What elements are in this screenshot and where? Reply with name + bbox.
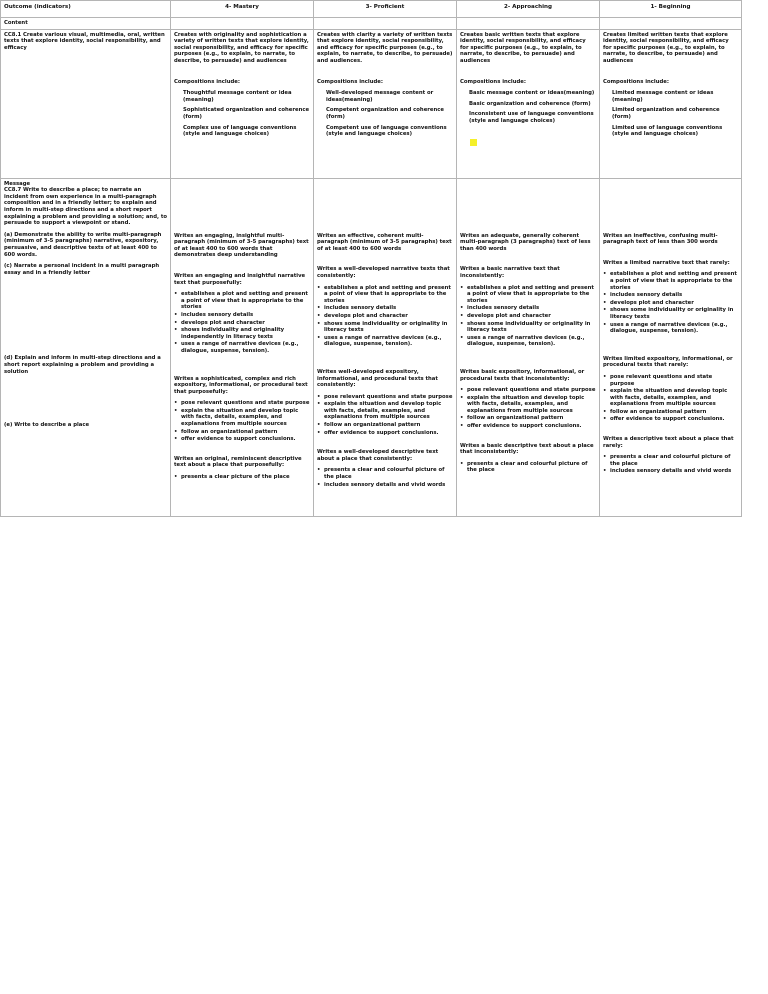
header-proficient: 3- Proficient: [314, 1, 457, 18]
list-item: • offer evidence to support conclusions.: [174, 436, 310, 443]
outcome-cc8-7c: (c) Narrate a personal incident in a multi paragraph essay and in a friendly letter: [4, 263, 160, 276]
content-band-row: [1, 18, 742, 30]
content-approaching-cell: [457, 29, 600, 178]
beginning-descriptive-list: [603, 454, 738, 475]
message-mastery-cell: [171, 178, 314, 516]
list-item: • presents a clear picture of the place: [174, 474, 310, 481]
list-item: • establishes a plot and setting and present a point of view that is appropriate to the stories: [174, 291, 310, 311]
approaching-descriptive-label: Writes a basic descriptive text about a place that inconsistently:: [460, 442, 594, 456]
list-item: • includes sensory details and vivid words: [317, 482, 453, 489]
list-item: • includes sensory details and vivid words: [603, 468, 738, 475]
beginning-description: Creates limited written texts that explore identity, social responsibility, and efficacy for specific purposes (e.g., to explain, to narrate, to describe, to persuade) and audiences: [603, 31, 729, 64]
mastery-narrative-list: [174, 291, 310, 354]
proficient-multiparagraph: Writes an effective, coherent multi-paragraph (minimum of 3-5 paragraphs) text of at least 400 to 600 words: [317, 232, 452, 252]
mastery-descriptive-label: Writes an original, reminiscent descriptive text about a place that purposefully:: [174, 455, 302, 469]
list-item: • includes sensory details: [317, 305, 453, 312]
list-item: • presents a clear and colourful picture of the place: [603, 454, 738, 467]
list-item: • Inconsistent use of language conventions (style and language choices): [460, 111, 596, 124]
content-band-label: Content: [1, 18, 171, 30]
list-item: • establishes a plot and setting and present a point of view that is appropriate to the stories: [603, 271, 738, 291]
beginning-expository-list: [603, 374, 738, 423]
header-mastery: 4- Mastery: [171, 1, 314, 18]
outcome-cc8-7: CC8.7 Write to describe a place; to narrate an incident from own experience in a multi-paragraph composition and in a friendly letter; to explain and inform in multi-step directions and a short report explaining a problem and providing a solution; and, to persuade to support a viewpoint or stand.: [4, 187, 168, 227]
list-item: • shows some individuality or originality in literacy texts: [317, 321, 453, 334]
mastery-compositions-list: [174, 90, 310, 138]
list-item: • uses a range of narrative devices (e.g., dialogue, suspense, tension).: [460, 335, 596, 348]
list-item: • Competent organization and coherence (form): [317, 107, 453, 120]
mastery-expository-label: Writes a sophisticated, complex and rich expository, informational, or procedural text that purposefully:: [174, 375, 308, 395]
list-item: • develops plot and character: [460, 313, 596, 320]
content-mastery-cell: [171, 29, 314, 178]
list-item: • Basic message content or ideas(meaning): [460, 90, 596, 97]
list-item: • presents a clear and colourful picture of the place: [460, 461, 596, 474]
list-item: • Sophisticated organization and coherence (form): [174, 107, 310, 120]
message-row: [1, 178, 742, 516]
header-approaching: 2- Approaching: [457, 1, 600, 18]
list-item: • explain the situation and develop topic with facts, details, examples, and explanations from multiple sources: [603, 388, 738, 408]
outcome-cc8-7d: (d) Explain and inform in multi-step directions and a short report explaining a problem and providing a solution: [4, 355, 161, 375]
list-item: • uses a range of narrative devices (e.g., dialogue, suspense, tension).: [603, 322, 738, 335]
list-item: • shows individuality and originality independently in literacy texts: [174, 327, 310, 340]
beginning-descriptive-label: Writes a descriptive text about a place that rarely:: [603, 436, 734, 449]
list-item: • includes sensory details: [460, 305, 596, 312]
proficient-expository-label: Writes well-developed expository, informational, and procedural texts that consistently:: [317, 368, 438, 389]
approaching-description: Creates basic written texts that explore identity, social responsibility, and efficacy for specific purposes (e.g., to explain, to narrate, to describe, to persuade) and audiences: [460, 31, 586, 64]
list-item: • follow an organizational pattern: [603, 409, 738, 416]
beginning-expository-label: Writes limited expository, informational, or procedural texts that rarely:: [603, 355, 733, 369]
header-row: [1, 1, 742, 18]
list-item: • Complex use of language conventions (style and language choices): [174, 125, 310, 138]
header-outcome: Outcome (indicators): [1, 1, 171, 18]
list-item: • establishes a plot and setting and present a point of view that is appropriate to the stories: [460, 285, 596, 305]
proficient-expository-list: [317, 394, 453, 437]
list-item: • presents a clear and colourful picture of the place: [317, 467, 453, 480]
approaching-narrative-label: Writes a basic narrative text that inconsistently:: [460, 266, 560, 279]
approaching-narrative-list: [460, 285, 596, 348]
header-beginning: 1- Beginning: [600, 1, 742, 18]
list-item: • includes sensory details: [174, 312, 310, 319]
message-outcome-cell: [1, 178, 171, 516]
list-item: • follow an organizational pattern: [460, 415, 596, 422]
list-item: • explain the situation and develop topic with facts, details, examples, and explanations from multiple sources: [174, 408, 310, 428]
list-item: • shows some individuality or originality in literacy texts: [460, 321, 596, 334]
list-item: • explain the situation and develop topic with facts, details, examples, and explanations from multiple sources: [460, 395, 596, 415]
outcome-cc8-7e: (e) Write to describe a place: [4, 422, 90, 429]
message-proficient-cell: [314, 178, 457, 516]
mastery-expository-list: [174, 400, 310, 443]
content-proficient-cell: [314, 29, 457, 178]
list-item: • includes sensory details: [603, 292, 738, 299]
list-item: • shows some individuality or originality in literacy texts: [603, 307, 738, 320]
outcome-cc8-7a: (a) Demonstrate the ability to write multi-paragraph (minimum of 3-5 paragraphs) narrative, expository, persuasive, and descriptive texts of at least 400 to 600 words.: [4, 231, 162, 258]
mastery-compositions-label: Compositions include:: [174, 78, 241, 85]
list-item: • offer evidence to support conclusions.: [603, 416, 738, 423]
proficient-compositions-label: Compositions include:: [317, 78, 384, 85]
list-item: • develops plot and character: [317, 313, 453, 320]
proficient-narrative-label: Writes a well-developed narrative texts that consistently:: [317, 266, 450, 279]
proficient-descriptive-list: [317, 467, 453, 488]
approaching-expository-list: [460, 387, 596, 430]
proficient-description: Creates with clarity a variety of written texts that explore identity, social responsibility, and efficacy for specific purposes (e.g., to explain, to narrate, to describe, to persuade) and audiences.: [317, 31, 453, 64]
beginning-compositions-label: Compositions include:: [603, 78, 670, 85]
approaching-compositions-list: [460, 90, 596, 124]
beginning-narrative-list: [603, 271, 738, 334]
beginning-compositions-list: [603, 90, 738, 138]
list-item: • offer evidence to support conclusions.: [317, 430, 453, 437]
proficient-descriptive-label: Writes a well-developed descriptive text about a place that consistently:: [317, 449, 439, 462]
proficient-narrative-list: [317, 285, 453, 348]
list-item: • uses a range of narrative devices (e.g., dialogue, suspense, tension).: [317, 335, 453, 348]
list-item: • follow an organizational pattern: [317, 422, 453, 429]
mastery-description: Creates with originality and sophistication a variety of written texts that explore identity, social responsibility, and efficacy for specific purposes (e.g., to explain, to narrate, to describe, to persuade) and audiences: [174, 31, 309, 64]
beginning-multiparagraph: Writes an ineffective, confusing multi-paragraph text of less than 300 words: [603, 232, 718, 246]
list-item: • Well-developed message content or ideas(meaning): [317, 90, 453, 103]
list-item: • Thoughtful message content or idea (meaning): [174, 90, 310, 103]
list-item: • Limited organization and coherence (form): [603, 107, 738, 120]
beginning-narrative-label: Writes a limited narrative text that rarely:: [603, 259, 730, 266]
proficient-compositions-list: [317, 90, 453, 138]
content-beginning-cell: [600, 29, 742, 178]
list-item: • follow an organizational pattern: [174, 429, 310, 436]
list-item: • offer evidence to support conclusions.: [460, 423, 596, 430]
mastery-narrative-label: Writes an engaging and insightful narrative text that purposefully:: [174, 272, 306, 286]
mastery-multiparagraph: Writes an engaging, insightful multi-paragraph (minimum of 3-5 paragraphs) text of at least 400 to 600 words that demonstrates deep understanding: [174, 232, 309, 259]
list-item: • Limited use of language conventions (style and language choices): [603, 125, 738, 138]
list-item: • pose relevant questions and state purpose: [603, 374, 738, 387]
mastery-descriptive-list: [174, 474, 310, 481]
list-item: • pose relevant questions and state purpose: [174, 400, 310, 407]
list-item: • Limited message content or ideas (meaning): [603, 90, 738, 103]
message-approaching-cell: [457, 178, 600, 516]
message-band-label: Message: [4, 180, 31, 187]
list-item: • develops plot and character: [174, 320, 310, 327]
list-item: • develops plot and character: [603, 300, 738, 307]
approaching-compositions-label: Compositions include:: [460, 78, 527, 85]
approaching-descriptive-list: [460, 461, 596, 474]
list-item: • Competent use of language conventions (style and language choices): [317, 125, 453, 138]
list-item: • pose relevant questions and state purpose: [460, 387, 596, 394]
approaching-expository-label: Writes basic expository, informational, or procedural texts that inconsistently:: [460, 368, 585, 382]
approaching-multiparagraph: Writes an adequate, generally coherent multi-paragraph (3 paragraphs) text of less than 400 words: [460, 232, 591, 252]
list-item: • pose relevant questions and state purpose: [317, 394, 453, 401]
highlight-marker: [470, 139, 477, 146]
content-outcome-cell: [1, 29, 171, 178]
list-item: • uses a range of narrative devices (e.g., dialogue, suspense, tension).: [174, 341, 310, 354]
list-item: • establishes a plot and setting and present a point of view that is appropriate to the stories: [317, 285, 453, 305]
content-row: [1, 29, 742, 178]
list-item: • explain the situation and develop topic with facts, details, examples, and explanations from multiple sources: [317, 401, 453, 421]
outcome-cc8-1: CC8.1 Create various visual, multimedia, oral, written texts that explore identity, social responsibility, and efficacy: [4, 31, 165, 51]
message-beginning-cell: [600, 178, 742, 516]
list-item: • Basic organization and coherence (form): [460, 101, 596, 108]
